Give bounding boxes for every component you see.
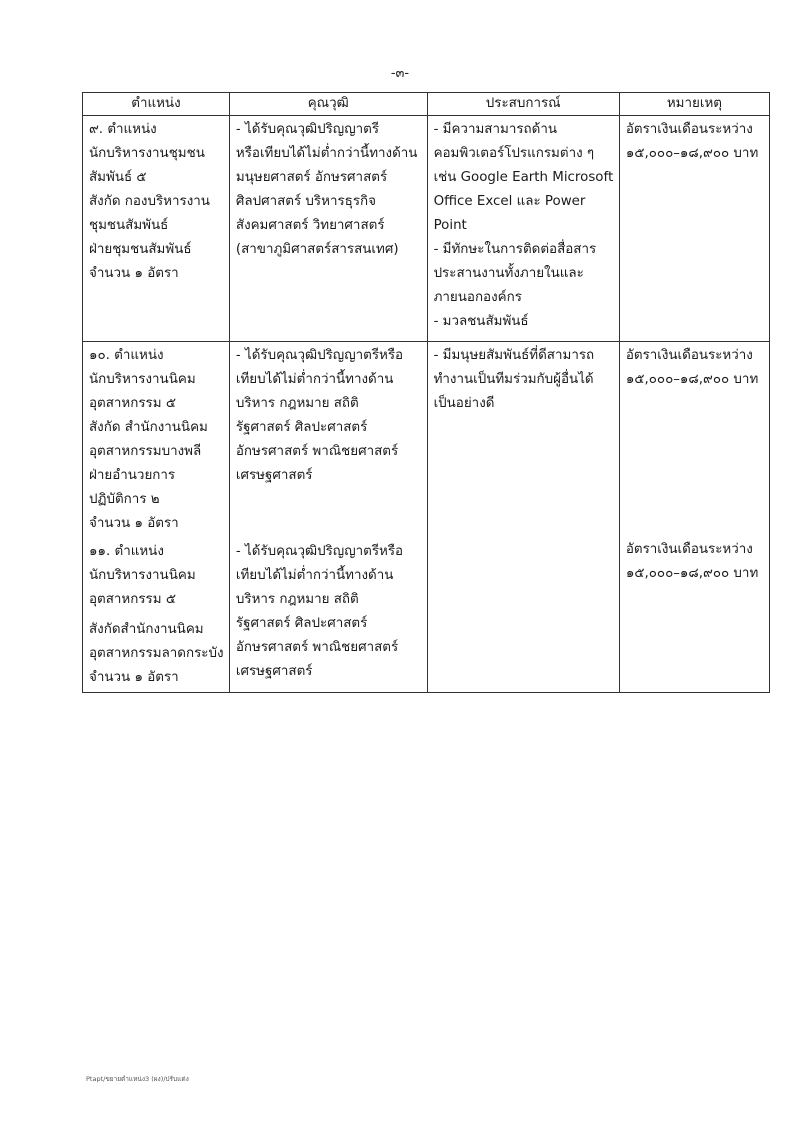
position-cell: ๙. ตำแหน่ง นักบริหารงานชุมชน สัมพันธ์ ๕ สังกัด กองบริหารงาน ชุมชนสัมพันธ์ ฝ่ายชุมชนสัมพันธ์ จำนวน ๑ อัตรา (83, 116, 230, 342)
qualification-cell: - ได้รับคุณวุฒิปริญญาตรีหรือ เทียบได้ไม่ต่ำกว่านี้ทางด้าน บริหาร กฎหมาย สถิติ รัฐศาสตร์ ศิลปะศาสตร์ อักษรศาสตร์ พาณิชยศาสตร์ เศรษฐศาสตร์ (229, 538, 427, 693)
experience-cell: - มีความสามารถด้าน คอมพิวเตอร์โปรแกรมต่าง ๆ เช่น Google Earth Microsoft Office Excel และ Power Point - มีทักษะในการติดต่อสื่อสาร ประสานงานทั้งภายในและ ภายนอกองค์กร - มวลชนสัมพันธ์ (427, 116, 619, 342)
header-qualification: คุณวุฒิ (229, 93, 427, 116)
qualification-table (82, 92, 770, 693)
page-number: -๓- (390, 66, 410, 81)
qualification-cell: - ได้รับคุณวุฒิปริญญาตรี หรือเทียบได้ไม่ต่ำกว่านี้ทางด้าน มนุษยศาสตร์ อักษรศาสตร์ ศิลปศาสตร์ บริหารธุรกิจ สังคมศาสตร์ วิทยาศาสตร์ (สาขาภูมิศาสตร์สารสนเทศ) (229, 116, 427, 342)
note-cell: อัตราเงินเดือนระหว่าง ๑๕,๐๐๐–๑๘,๙๐๐ บาท (619, 342, 769, 539)
table-header-row (83, 93, 770, 116)
position-cell: ๑๑. ตำแหน่ง นักบริหารงานนิคม อุตสาหกรรม ๕ สังกัดสำนักงานนิคม อุตสาหกรรมลาดกระบัง จำนวน ๑ อัตรา (83, 538, 230, 693)
position-cell: ๑๐. ตำแหน่ง นักบริหารงานนิคม อุตสาหกรรม ๕ สังกัด สำนักงานนิคม อุตสาหกรรมบางพลี ฝ่ายอำนวยการ ปฏิบัติการ ๒ จำนวน ๑ อัตรา (83, 342, 230, 539)
header-position: ตำแหน่ง (83, 93, 230, 116)
note-cell: อัตราเงินเดือนระหว่าง ๑๕,๐๐๐–๑๘,๙๐๐ บาท (619, 116, 769, 342)
qualification-cell: - ได้รับคุณวุฒิปริญญาตรีหรือ เทียบได้ไม่ต่ำกว่านี้ทางด้าน บริหาร กฎหมาย สถิติ รัฐศาสตร์ ศิลปะศาสตร์ อักษรศาสตร์ พาณิชยศาสตร์ เศรษฐศาสตร์ (229, 342, 427, 539)
footer-text: Ptapt/ขยายตำแหน่ง3 (ผง)/ปรับแต่ง (86, 1075, 189, 1083)
table-row (83, 116, 770, 342)
table-row (83, 538, 770, 693)
header-experience: ประสบการณ์ (427, 93, 619, 116)
table-row (83, 342, 770, 539)
header-note: หมายเหตุ (619, 93, 769, 116)
note-cell: อัตราเงินเดือนระหว่าง ๑๕,๐๐๐–๑๘,๙๐๐ บาท (619, 538, 769, 693)
experience-shared-cell: - มีมนุษยสัมพันธ์ที่ดีสามารถ ทำงานเป็นทีมร่วมกับผู้อื่นได้ เป็นอย่างดี (427, 342, 619, 693)
